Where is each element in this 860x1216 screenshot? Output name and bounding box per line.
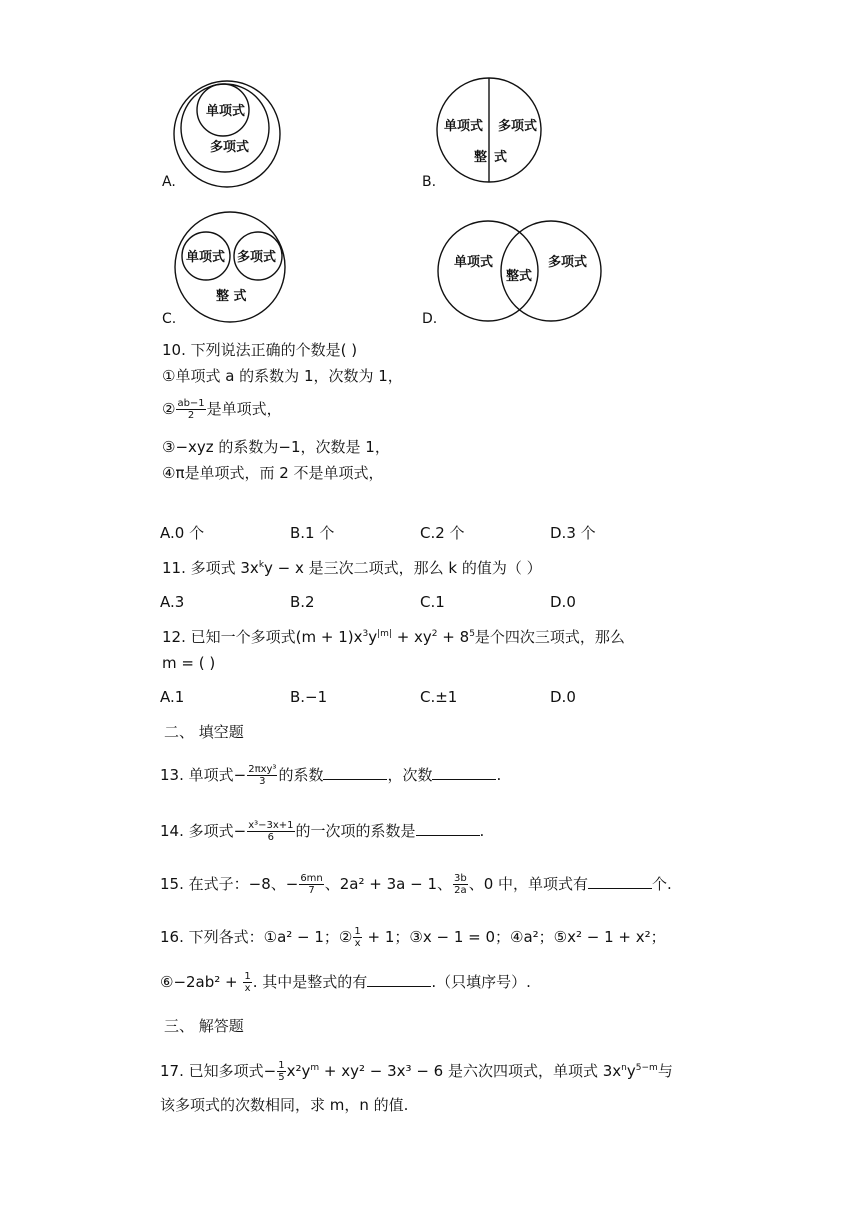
q10-statement-1: ①单项式 a 的系数为 1，次数为 1， (162, 367, 403, 385)
diagram-b-right-label: 多项式 (498, 119, 538, 134)
q16-line-2: ⑥−2ab² + $\frac{1}{x}$ . 其中是整式的有 .（只填序号）. (160, 971, 531, 994)
q10-option-c: C.2 个 (420, 524, 465, 542)
q10-stem: 10. 下列说法正确的个数是( ) (162, 341, 358, 359)
q11-option-b: B.2 (290, 593, 315, 611)
q11-stem: 11. 多项式 $3x^ky - x$ 是三次二项式，那么 k 的值为（ ） (162, 559, 542, 577)
q14-blank (416, 821, 480, 836)
option-b-label: B. (422, 174, 437, 190)
diagram-d (436, 220, 606, 330)
diagram-b-bottom-label-1: 整 (474, 150, 488, 165)
q13-blank-1 (323, 765, 387, 780)
q10-statement-2: ② $\frac{ab-1}{2}$ 是单项式， (162, 398, 282, 421)
q10-statement-3: ③−xyz 的系数为−1，次数是 1， (162, 438, 390, 456)
q12-option-b: B.−1 (290, 688, 328, 706)
q11-option-c: C.1 (420, 593, 445, 611)
option-c-label: C. (162, 311, 177, 327)
q11-option-d: D.0 (550, 593, 576, 611)
diagram-d-left-label: 单项式 (454, 255, 494, 270)
diagram-d-middle-label: 整式 (506, 269, 533, 284)
q12-stem-line-2: m = ( ) (162, 654, 216, 672)
q10-statement-4: ④π是单项式，而 2 不是单项式， (162, 464, 384, 482)
diagram-c-left-label: 单项式 (186, 250, 226, 265)
q16-line-1: 16. 下列各式：①a² − 1；② $\frac{1}{x}$ + 1；③x − 1 = 0；④a²；⑤x² − 1 + x²； (160, 926, 666, 949)
q13: 13. 单项式− $\frac{\text{2πxy³}}{3}$ 的系数 ，次数 . (160, 764, 502, 787)
diagram-a (170, 80, 290, 192)
section-heading-solve: 三、 解答题 (164, 1017, 244, 1035)
q13-blank-2 (432, 765, 496, 780)
q16-blank (367, 972, 431, 987)
q15-blank (588, 874, 652, 889)
diagram-a-outer-label: 多项式 (210, 140, 250, 155)
diagram-d-right-label: 多项式 (548, 255, 588, 270)
q12-option-c: C.±1 (420, 688, 458, 706)
diagram-b-left-label: 单项式 (444, 119, 484, 134)
section-heading-fill-in: 二、 填空题 (164, 723, 244, 741)
diagram-b-bottom-label-2: 式 (494, 150, 508, 165)
q12-option-d: D.0 (550, 688, 576, 706)
option-a-label: A. (162, 174, 176, 190)
diagram-a-inner-label: 单项式 (206, 104, 246, 119)
q15: 15. 在式子：−8、− $\frac{6mn}{7}$ 、2a² + 3a − 1、 $\frac{3b}{2a}$ 、0 中，单项式有 个. (160, 873, 672, 896)
q17-line-1: 17. 已知多项式− $\frac{1}{5}$ $x^2y^m + xy^2 - 3x^3 - 6$ 是六次四项式，单项式 $3x^ny^{5-m}$与 (160, 1060, 673, 1083)
diagram-c-right-label: 多项式 (237, 250, 277, 265)
q10-option-a: A.0 个 (160, 524, 205, 542)
q14: 14. 多项式− $\frac{\text{x³−3x+1}}{6}$ 的一次项的系数是 . (160, 820, 485, 843)
diagram-c (174, 210, 286, 325)
q10-option-b: B.1 个 (290, 524, 335, 542)
q17-line-2: 该多项式的次数相同，求 m，n 的值. (160, 1096, 409, 1114)
q12-option-a: A.1 (160, 688, 185, 706)
diagram-c-bottom-label: 整 式 (216, 289, 247, 304)
q12-stem-line-1: 12. 已知一个多项式$(m + 1)x^3y^{|m|} + xy^2 + 8^5$是个四次三项式，那么 (162, 628, 625, 646)
diagram-b (436, 75, 546, 187)
q11-option-a: A.3 (160, 593, 185, 611)
option-d-label: D. (422, 311, 438, 327)
q10-option-d: D.3 个 (550, 524, 596, 542)
